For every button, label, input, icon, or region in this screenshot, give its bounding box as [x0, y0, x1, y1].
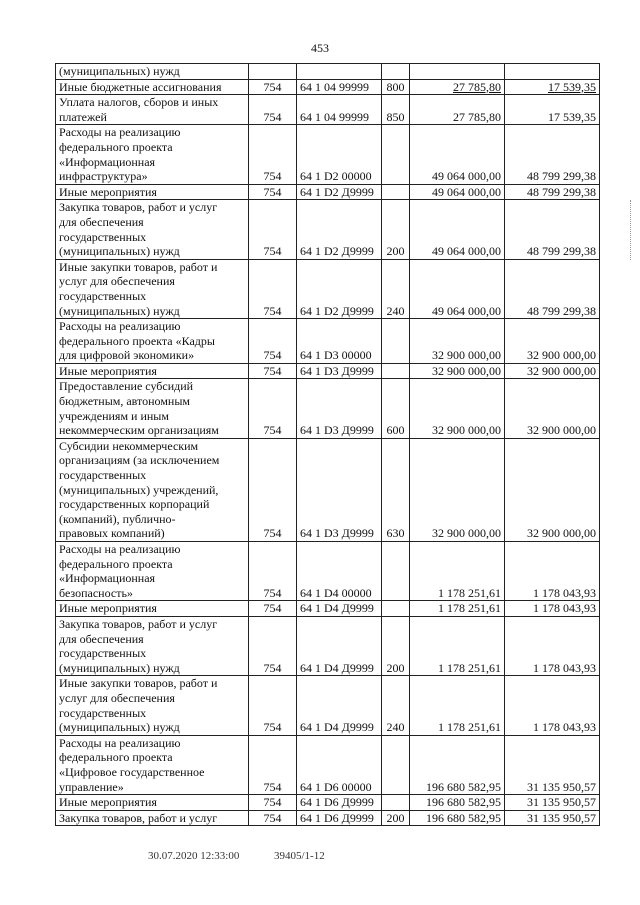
row-name: Расходы на реализацию федерального проекта «Информационная инфраструктура» — [56, 125, 249, 184]
row-sum-actual: 32 900 000,00 — [505, 363, 600, 379]
row-sum-actual: 48 799 299,38 — [505, 200, 600, 259]
row-sum-actual: 32 900 000,00 — [505, 438, 600, 541]
row-sum-plan: 196 680 582,95 — [410, 735, 505, 794]
row-sum-actual: 1 178 043,93 — [505, 676, 600, 735]
footer-timestamp: 30.07.2020 12:33:00 — [148, 850, 240, 862]
row-code: 64 1 D3 Д9999 — [297, 379, 382, 438]
table-row — [56, 676, 600, 735]
table-row — [56, 735, 600, 794]
row-vr — [382, 735, 410, 794]
row-gr: 754 — [249, 379, 297, 438]
row-gr: 754 — [249, 601, 297, 617]
table-row — [56, 810, 600, 826]
row-sum-plan: 49 064 000,00 — [410, 259, 505, 318]
table-row — [56, 601, 600, 617]
row-vr: 630 — [382, 438, 410, 541]
table-row — [56, 438, 600, 541]
scan-edge-mark — [630, 200, 634, 260]
row-vr — [382, 125, 410, 184]
row-sum-actual: 32 900 000,00 — [505, 379, 600, 438]
row-sum-actual: 1 178 043,93 — [505, 542, 600, 601]
table-row — [56, 795, 600, 811]
row-sum-plan — [410, 64, 505, 80]
row-code: 64 1 D4 00000 — [297, 542, 382, 601]
row-gr: 754 — [249, 319, 297, 364]
row-gr: 754 — [249, 95, 297, 125]
row-gr: 754 — [249, 735, 297, 794]
row-name: Иные мероприятия — [56, 795, 249, 811]
table-row — [56, 363, 600, 379]
row-gr: 754 — [249, 616, 297, 675]
row-sum-plan: 32 900 000,00 — [410, 363, 505, 379]
row-sum-plan: 1 178 251,61 — [410, 616, 505, 675]
row-sum-plan: 27 785,80 — [410, 95, 505, 125]
row-name: Расходы на реализацию федерального проекта «Цифровое государственное управление» — [56, 735, 249, 794]
row-gr: 754 — [249, 676, 297, 735]
row-name: Закупка товаров, работ и услуг для обеспечения государственных (муниципальных) нужд — [56, 616, 249, 675]
row-code: 64 1 D2 Д9999 — [297, 259, 382, 318]
row-name: Закупка товаров, работ и услуг для обеспечения государственных (муниципальных) нужд — [56, 200, 249, 259]
page-number: 453 — [311, 41, 329, 55]
row-name: Расходы на реализацию федерального проекта «Информационная безопасность» — [56, 542, 249, 601]
row-vr — [382, 319, 410, 364]
row-sum-actual: 31 135 950,57 — [505, 735, 600, 794]
table-row — [56, 184, 600, 200]
row-vr: 200 — [382, 200, 410, 259]
row-sum-actual: 31 135 950,57 — [505, 810, 600, 826]
row-name: Субсидии некоммерческим организациям (за исключением государственных (муниципальных) учреждений, государственных корпораций (компаний), публично- правовых компаний) — [56, 438, 249, 541]
row-sum-actual: 32 900 000,00 — [505, 319, 600, 364]
table-row — [56, 200, 600, 259]
row-gr: 754 — [249, 259, 297, 318]
table-row — [56, 319, 600, 364]
table-row — [56, 616, 600, 675]
row-sum-plan: 49 064 000,00 — [410, 125, 505, 184]
row-sum-plan: 32 900 000,00 — [410, 438, 505, 541]
row-sum-plan: 196 680 582,95 — [410, 795, 505, 811]
table-row — [56, 125, 600, 184]
table-row — [56, 542, 600, 601]
row-name: Уплата налогов, сборов и иных платежей — [56, 95, 249, 125]
row-sum-plan: 32 900 000,00 — [410, 379, 505, 438]
row-sum-plan: 1 178 251,61 — [410, 601, 505, 617]
budget-table-body — [56, 64, 600, 826]
row-gr: 754 — [249, 200, 297, 259]
row-vr — [382, 795, 410, 811]
row-code: 64 1 D4 Д9999 — [297, 601, 382, 617]
row-vr: 800 — [382, 79, 410, 95]
row-code: 64 1 D3 Д9999 — [297, 363, 382, 379]
row-name: Иные мероприятия — [56, 184, 249, 200]
row-sum-plan: 1 178 251,61 — [410, 676, 505, 735]
row-vr: 240 — [382, 676, 410, 735]
row-name: Иные закупки товаров, работ и услуг для обеспечения государственных (муниципальных) нужд — [56, 259, 249, 318]
row-code: 64 1 D2 00000 — [297, 125, 382, 184]
row-name: Расходы на реализацию федерального проекта «Кадры для цифровой экономики» — [56, 319, 249, 364]
row-sum-actual: 17 539,35 — [505, 79, 600, 95]
row-gr: 754 — [249, 795, 297, 811]
row-vr: 600 — [382, 379, 410, 438]
row-gr: 754 — [249, 79, 297, 95]
row-code: 64 1 D6 Д9999 — [297, 810, 382, 826]
row-code: 64 1 D4 Д9999 — [297, 676, 382, 735]
row-gr: 754 — [249, 810, 297, 826]
row-vr: 850 — [382, 95, 410, 125]
table-row — [56, 379, 600, 438]
row-code: 64 1 D6 Д9999 — [297, 795, 382, 811]
row-code: 64 1 04 99999 — [297, 79, 382, 95]
row-vr — [382, 184, 410, 200]
table-row — [56, 95, 600, 125]
row-vr — [382, 542, 410, 601]
row-vr — [382, 64, 410, 80]
row-code: 64 1 D6 00000 — [297, 735, 382, 794]
row-name: Предоставление субсидий бюджетным, автономным учреждениям и иным некоммерческим организациям — [56, 379, 249, 438]
row-name: Иные бюджетные ассигнования — [56, 79, 249, 95]
row-gr: 754 — [249, 125, 297, 184]
row-sum-plan: 32 900 000,00 — [410, 319, 505, 364]
row-sum-plan: 27 785,80 — [410, 79, 505, 95]
budget-table — [55, 63, 600, 826]
row-sum-plan: 49 064 000,00 — [410, 184, 505, 200]
footer-document-number: 39405/1-12 — [274, 850, 325, 862]
row-sum-actual: 1 178 043,93 — [505, 601, 600, 617]
row-sum-plan: 1 178 251,61 — [410, 542, 505, 601]
row-vr: 240 — [382, 259, 410, 318]
row-sum-plan: 196 680 582,95 — [410, 810, 505, 826]
row-vr: 200 — [382, 810, 410, 826]
row-code — [297, 64, 382, 80]
table-row — [56, 64, 600, 80]
row-gr: 754 — [249, 363, 297, 379]
row-name: Иные мероприятия — [56, 363, 249, 379]
row-name: Иные мероприятия — [56, 601, 249, 617]
row-sum-actual: 48 799 299,38 — [505, 184, 600, 200]
row-sum-actual: 1 178 043,93 — [505, 616, 600, 675]
row-code: 64 1 D2 Д9999 — [297, 200, 382, 259]
table-row — [56, 79, 600, 95]
row-code: 64 1 D3 00000 — [297, 319, 382, 364]
row-code: 64 1 D4 Д9999 — [297, 616, 382, 675]
row-gr: 754 — [249, 438, 297, 541]
row-sum-plan: 49 064 000,00 — [410, 200, 505, 259]
row-sum-actual: 31 135 950,57 — [505, 795, 600, 811]
row-name: Закупка товаров, работ и услуг — [56, 810, 249, 826]
row-gr: 754 — [249, 542, 297, 601]
row-name: Иные закупки товаров, работ и услуг для обеспечения государственных (муниципальных) нужд — [56, 676, 249, 735]
row-vr — [382, 601, 410, 617]
row-sum-actual: 17 539,35 — [505, 95, 600, 125]
row-sum-actual — [505, 64, 600, 80]
row-sum-actual: 48 799 299,38 — [505, 259, 600, 318]
row-code: 64 1 D2 Д9999 — [297, 184, 382, 200]
row-sum-actual: 48 799 299,38 — [505, 125, 600, 184]
row-gr: 754 — [249, 184, 297, 200]
row-gr — [249, 64, 297, 80]
row-vr: 200 — [382, 616, 410, 675]
row-code: 64 1 D3 Д9999 — [297, 438, 382, 541]
table-row — [56, 259, 600, 318]
row-code: 64 1 04 99999 — [297, 95, 382, 125]
row-vr — [382, 363, 410, 379]
row-name: (муниципальных) нужд — [56, 64, 249, 80]
